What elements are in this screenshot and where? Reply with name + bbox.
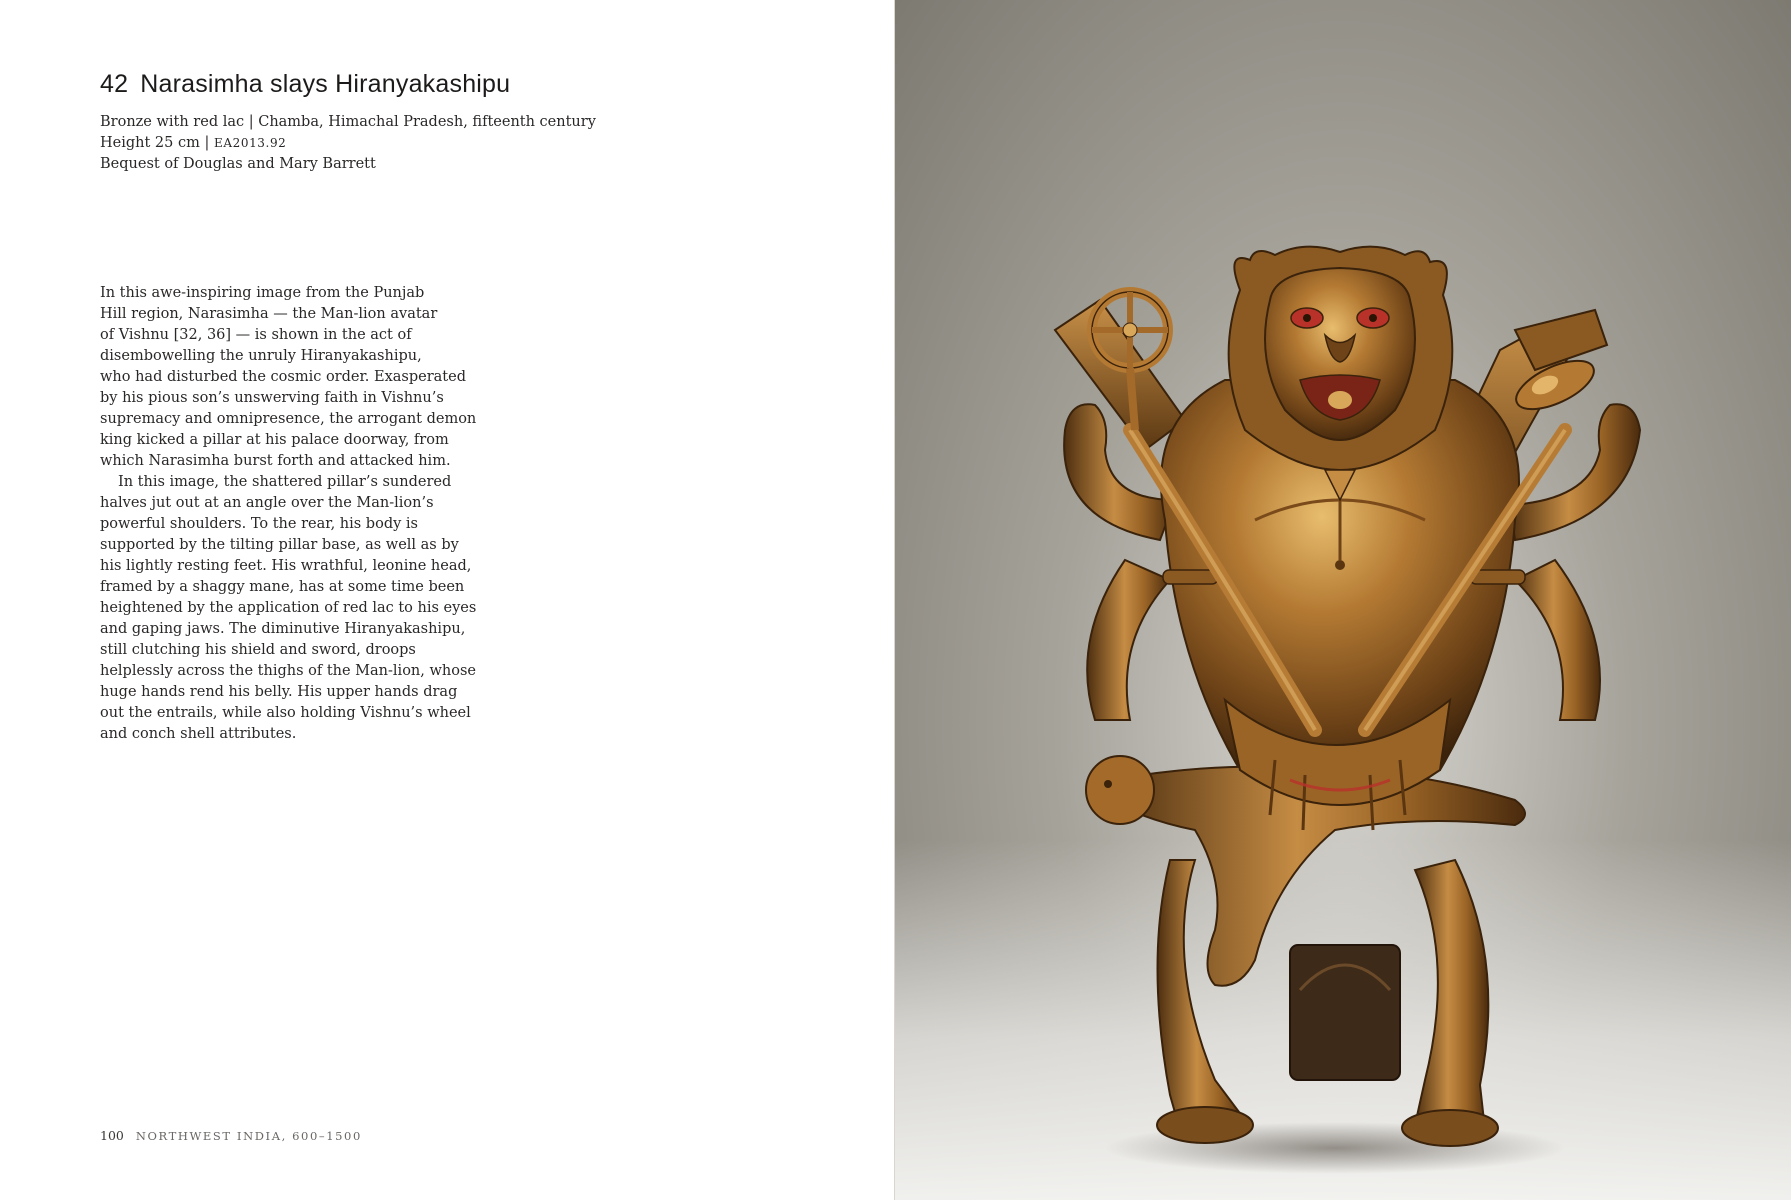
page-footer xyxy=(100,1128,362,1143)
paragraph-1 xyxy=(100,283,477,472)
text-line: In this image, the shattered pillar’s sundered xyxy=(118,474,452,490)
credit-accession-number: EA2013.92 xyxy=(213,136,287,150)
right-leg xyxy=(1415,860,1488,1130)
right-foot xyxy=(1402,1110,1498,1146)
text-line: helplessly across the thighs of the Man-lion, whose xyxy=(100,663,476,679)
entry-number: 42 xyxy=(100,70,129,98)
text-line: who had disturbed the cosmic order. Exasperated xyxy=(100,369,466,385)
text-line: heightened by the application of red lac to his eyes xyxy=(100,600,477,616)
text-line: supremacy and omnipresence, the arrogant demon xyxy=(100,411,477,427)
text-line: his lightly resting feet. His wrathful, leonine head, xyxy=(100,558,472,574)
credit-medium-origin: Bronze with red lac | Chamba, Himachal Pradesh, fifteenth century xyxy=(100,114,596,130)
text-line: still clutching his shield and sword, droops xyxy=(100,642,416,658)
text-line: and conch shell attributes. xyxy=(100,726,297,742)
text-line: Hill region, Narasimha — the Man-lion avatar xyxy=(100,306,438,322)
text-page xyxy=(0,0,895,1200)
text-line: huge hands rend his belly. His upper hands drag xyxy=(100,684,458,700)
lower-left-arm xyxy=(1087,560,1170,720)
left-foot xyxy=(1157,1107,1253,1143)
hiranyakashipu-head xyxy=(1086,756,1154,824)
credit-height: Height 25 cm | xyxy=(100,135,214,151)
running-section-title: NORTHWEST INDIA, 600–1500 xyxy=(135,1129,362,1143)
entry-heading xyxy=(100,70,510,99)
entry-title: Narasimha slays Hiranyakashipu xyxy=(140,70,511,98)
text-line: by his pious son’s unswerving faith in Vishnu’s xyxy=(100,390,444,406)
credit-dimensions xyxy=(100,133,596,154)
page-number: 100 xyxy=(100,1128,124,1143)
lower-right-arm xyxy=(1515,560,1600,720)
text-line: In this awe-inspiring image from the Punjab xyxy=(100,285,425,301)
text-line: out the entrails, while also holding Vishnu’s wheel xyxy=(100,705,471,721)
paragraph-2 xyxy=(100,472,477,745)
text-line: king kicked a pillar at his palace doorway, from xyxy=(100,432,449,448)
text-line: disembowelling the unruly Hiranyakashipu, xyxy=(100,348,422,364)
text-line: halves jut out at an angle over the Man-lion’s xyxy=(100,495,434,511)
body-text xyxy=(100,283,477,745)
text-line: powerful shoulders. To the rear, his body is xyxy=(100,516,418,532)
text-line: which Narasimha burst forth and attacked him. xyxy=(100,453,451,469)
text-line: and gaping jaws. The diminutive Hiranyakashipu, xyxy=(100,621,466,637)
text-line: supported by the tilting pillar base, as well as by xyxy=(100,537,459,553)
credit-bequest: Bequest of Douglas and Mary Barrett xyxy=(100,156,376,172)
photo-page xyxy=(895,0,1791,1200)
narasimha-bronze-statue-icon xyxy=(895,0,1791,1200)
text-line: framed by a shaggy mane, has at some time been xyxy=(100,579,465,595)
object-credits xyxy=(100,112,596,175)
text-line: of Vishnu [32, 36] — is shown in the act of xyxy=(100,327,412,343)
